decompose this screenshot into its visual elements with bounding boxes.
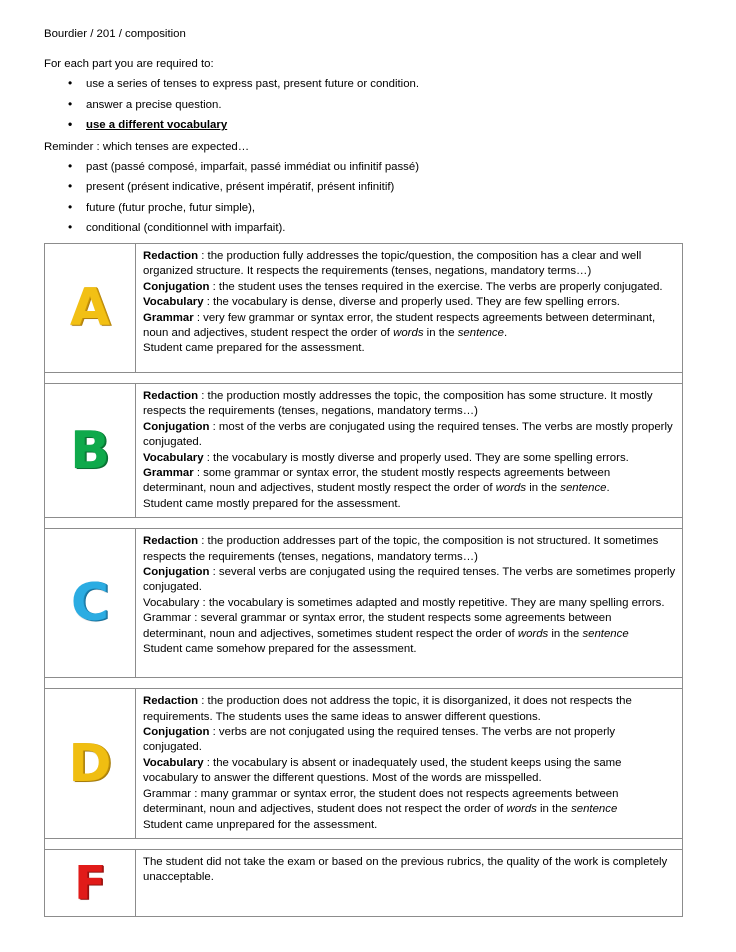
criterion-vocabulary bbox=[143, 596, 676, 611]
page-title: Bourdier / 201 / composition bbox=[44, 28, 186, 40]
criterion-closing: Student came mostly prepared for the assessment. bbox=[143, 497, 401, 510]
criterion-redaction bbox=[143, 249, 676, 280]
table-row bbox=[45, 384, 683, 518]
criterion-text: in the bbox=[548, 627, 583, 640]
table-row bbox=[45, 244, 683, 373]
criterion-text: : several grammar or syntax error, the student respects some agreements between determinant, noun and adjectives, sometimes student respect the order of bbox=[143, 612, 612, 640]
criterion-closing: Student came somehow prepared for the assessment. bbox=[143, 643, 417, 656]
criterion-redaction bbox=[143, 389, 676, 420]
criterion-text: : the vocabulary is dense, diverse and properly used. They are few spelling errors. bbox=[203, 296, 620, 309]
criterion-label: Conjugation bbox=[143, 726, 210, 739]
emphasis-sentence: sentence bbox=[457, 327, 504, 340]
list-item bbox=[44, 201, 692, 216]
criterion-vocabulary bbox=[143, 295, 676, 310]
criterion-conjugation bbox=[143, 725, 676, 756]
criterion-redaction bbox=[143, 534, 676, 565]
criterion-redaction bbox=[143, 694, 676, 725]
grade-cell-a bbox=[45, 244, 136, 373]
criterion-conjugation bbox=[143, 420, 676, 451]
criterion-label: Vocabulary bbox=[143, 296, 204, 309]
grade-cell-d bbox=[45, 689, 136, 839]
emphasis-sentence: sentence bbox=[571, 803, 618, 816]
criterion-label: Conjugation bbox=[143, 420, 210, 433]
criteria-cell-b bbox=[136, 384, 683, 518]
list-item bbox=[44, 180, 692, 195]
criterion-text: : very few grammar or syntax error, the student respects agreements between determinant, noun and adjectives, student respect the order of bbox=[143, 311, 656, 340]
table-spacer-row bbox=[45, 838, 683, 849]
list-item bbox=[44, 98, 692, 113]
list-item bbox=[44, 77, 692, 92]
criterion-label: Redaction bbox=[143, 250, 199, 262]
criterion-vocabulary bbox=[143, 756, 676, 787]
criteria-cell-a bbox=[136, 244, 683, 373]
criteria-cell-d bbox=[136, 689, 683, 839]
criterion-text: The student did not take the exam or based on the previous rubrics, the quality of the work is completely unacceptable. bbox=[143, 855, 668, 884]
criterion-label: Vocabulary bbox=[143, 596, 200, 609]
criterion-text: : many grammar or syntax error, the student does not respects agreements between determinant, noun and adjectives, student does not respect the order of bbox=[143, 787, 619, 816]
criterion-text: : verbs are not conjugated using the required tenses. The verbs are not properly conjugated. bbox=[143, 726, 616, 754]
requirement-text: use a series of tenses to express past, present future or condition. bbox=[86, 78, 420, 90]
criterion-text: : some grammar or syntax error, the student mostly respects agreements between determinant, noun and adjectives, student mostly respect the order of bbox=[143, 467, 611, 495]
table-row bbox=[45, 529, 683, 678]
criterion-grammar bbox=[143, 466, 676, 497]
grade-letter-f: F bbox=[74, 855, 106, 910]
tense-text: past (passé composé, imparfait, passé immédiat ou infinitif passé) bbox=[86, 160, 420, 173]
list-item bbox=[44, 118, 692, 133]
grade-cell-f bbox=[45, 849, 136, 916]
criterion-conjugation bbox=[143, 280, 676, 295]
requirements-list bbox=[44, 77, 692, 133]
criterion-text: : several verbs are conjugated using the required tenses. The verbs are sometimes properly conjugated. bbox=[143, 566, 676, 594]
criterion-label: Conjugation bbox=[143, 280, 210, 293]
criterion-label: Redaction bbox=[143, 535, 199, 548]
criterion-label: Vocabulary bbox=[143, 451, 204, 464]
criterion-text: : the production mostly addresses the topic, the composition has some structure. It mostly respects the requirements (tenses, negations, mandatory terms…) bbox=[143, 390, 653, 418]
criterion-text: : the student uses the tenses required in the exercise. The verbs are properly conjugated. bbox=[209, 280, 663, 293]
criterion-conjugation bbox=[143, 565, 676, 596]
rubric-table bbox=[44, 243, 683, 917]
tense-text: conditional (conditionnel with imparfait). bbox=[86, 222, 286, 234]
criterion-text: . bbox=[503, 327, 508, 340]
criterion-grammar bbox=[143, 311, 676, 342]
criterion-grammar bbox=[143, 787, 676, 818]
tenses-list bbox=[44, 160, 692, 237]
tense-text: future (futur proche, futur simple), bbox=[86, 201, 256, 214]
criterion-text: in the bbox=[423, 327, 458, 340]
list-item bbox=[44, 160, 692, 175]
grade-letter-a: A bbox=[69, 278, 111, 338]
grade-letter-b: B bbox=[70, 420, 110, 481]
grade-cell-c bbox=[45, 529, 136, 678]
spacer-cell bbox=[45, 373, 683, 384]
spacer-cell bbox=[45, 838, 683, 849]
tense-text: present (présent indicative, présent impératif, présent infinitif) bbox=[86, 181, 395, 193]
intro-text: For each part you are required to: bbox=[44, 58, 214, 70]
reminder-heading: Reminder : which tenses are expected… bbox=[44, 140, 250, 153]
grade-cell-b bbox=[45, 384, 136, 518]
criterion-label: Vocabulary bbox=[143, 756, 204, 769]
emphasis-words: words bbox=[393, 327, 424, 340]
criterion-label: Conjugation bbox=[143, 566, 210, 579]
criterion-text: . bbox=[606, 482, 610, 495]
criterion-label: Redaction bbox=[143, 695, 199, 708]
criterion-text: in the bbox=[536, 803, 572, 816]
grade-letter-d: D bbox=[68, 733, 112, 794]
criterion-text: in the bbox=[526, 482, 561, 495]
criterion-closing: Student came unprepared for the assessment. bbox=[143, 818, 378, 831]
table-row bbox=[45, 849, 683, 916]
spacer-cell bbox=[45, 678, 683, 689]
table-spacer-row bbox=[45, 373, 683, 384]
criterion-text: : the vocabulary is mostly diverse and properly used. They are some spelling errors. bbox=[203, 451, 629, 464]
criterion-text: : the vocabulary is sometimes adapted and mostly repetitive. They are many spelling errors. bbox=[199, 596, 665, 609]
criterion-label: Grammar bbox=[143, 612, 192, 625]
emphasis-sentence: sentence bbox=[560, 482, 607, 495]
criteria-cell-f bbox=[136, 849, 683, 916]
criterion-grammar bbox=[143, 611, 676, 642]
table-row bbox=[45, 689, 683, 839]
requirement-text: use a different vocabulary bbox=[86, 119, 228, 131]
criterion-label: Grammar bbox=[143, 311, 194, 324]
criterion-label: Grammar bbox=[143, 787, 192, 800]
criterion-label: Grammar bbox=[143, 467, 194, 480]
emphasis-words: words bbox=[517, 627, 549, 640]
criteria-cell-c bbox=[136, 529, 683, 678]
spacer-cell bbox=[45, 518, 683, 529]
criterion-text: : the production fully addresses the topic/question, the composition has a clear and well organized structure. It respects the requirements (tenses, negations, mandatory terms…) bbox=[143, 250, 642, 278]
grade-letter-c: C bbox=[70, 573, 110, 634]
criterion-text: : the vocabulary is absent or inadequately used, the student keeps using the same vocabulary to answer the different questions. Most of the words are misspelled. bbox=[143, 756, 622, 785]
emphasis-words: words bbox=[495, 482, 527, 495]
emphasis-sentence: sentence bbox=[582, 627, 629, 640]
criterion-text: : most of the verbs are conjugated using the required tenses. The verbs are mostly properly conjugated. bbox=[143, 420, 673, 449]
list-item bbox=[44, 221, 692, 236]
criterion-label: Redaction bbox=[143, 390, 199, 402]
table-spacer-row bbox=[45, 518, 683, 529]
table-spacer-row bbox=[45, 678, 683, 689]
criterion-vocabulary bbox=[143, 451, 676, 466]
criterion-closing: Student came prepared for the assessment. bbox=[143, 342, 365, 355]
criterion-text: : the production does not address the topic, it is disorganized, it does not respects the requirements. The students uses the same ideas to answer different questions. bbox=[143, 695, 632, 723]
requirement-text: answer a precise question. bbox=[86, 98, 222, 111]
criterion-text: : the production addresses part of the topic, the composition is not structured. It sometimes respects the requirements (tenses, negations, mandatory terms…) bbox=[143, 535, 659, 563]
emphasis-words: words bbox=[506, 803, 537, 816]
